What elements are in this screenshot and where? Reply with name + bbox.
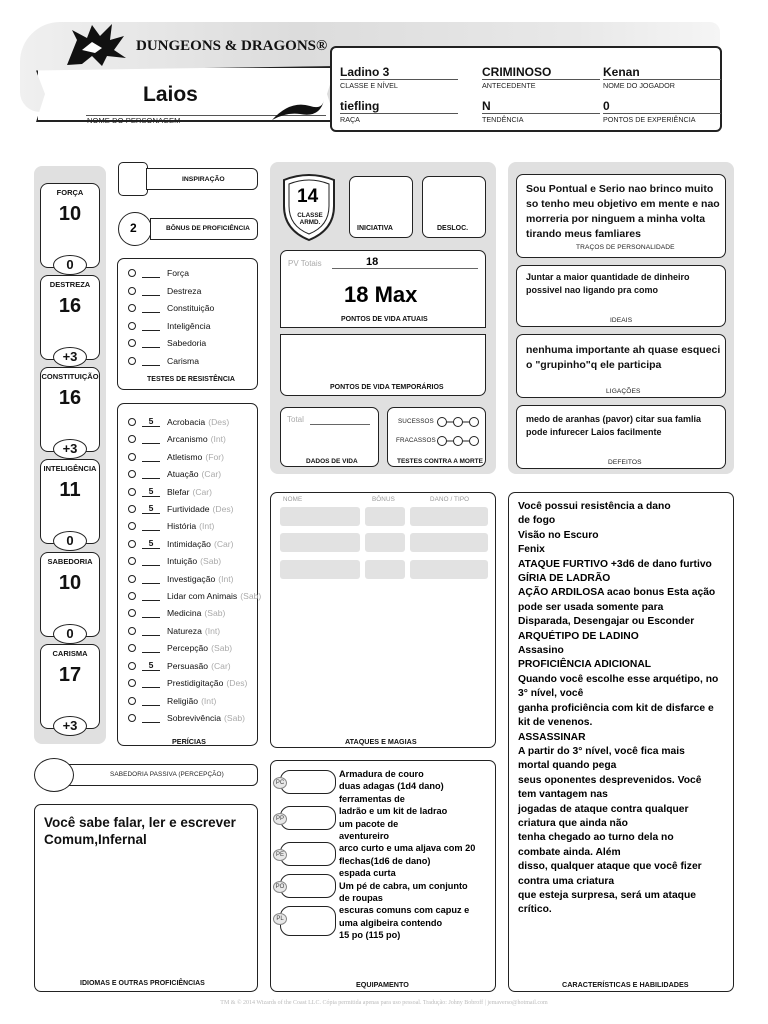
- skill-value: [142, 573, 160, 584]
- ability-intelligence[interactable]: [40, 459, 100, 548]
- languages-text[interactable]: Você sabe falar, ler e escrever Comum,Infernal: [44, 815, 236, 847]
- hp-max-value[interactable]: 18: [366, 256, 379, 268]
- save-value: [142, 337, 160, 348]
- ability-modifier: +3: [53, 347, 87, 367]
- skill-value: 5: [142, 660, 160, 671]
- ability-score: 10: [58, 203, 82, 225]
- attacks-box: [270, 492, 496, 748]
- ability-strength[interactable]: [40, 183, 100, 272]
- save-name: Constituição: [167, 302, 215, 313]
- ability-name: CARISMA: [52, 649, 88, 658]
- skill-attribute: (Des): [212, 503, 234, 514]
- background-label: ANTECEDENTE: [482, 81, 536, 90]
- skill-name: Religião: [167, 695, 199, 706]
- skill-name: Prestidigitação: [167, 677, 224, 688]
- temp-hp-label: PONTOS DE VIDA TEMPORÁRIOS: [330, 384, 444, 391]
- player-name-label: NOME DO JOGADOR: [603, 81, 675, 90]
- ability-score: 16: [58, 295, 82, 317]
- save-value: [142, 302, 160, 313]
- alignment-value: N: [482, 98, 600, 114]
- attack-3-damage[interactable]: [410, 560, 488, 579]
- skill-name: Atuação: [167, 468, 199, 479]
- inspiration-label: INSPIRAÇÃO: [182, 176, 225, 183]
- coin-label: PO: [273, 881, 287, 893]
- flaws-label: DEFEITOS: [608, 459, 642, 466]
- personality-text: Sou Pontual e Serio nao brinco muito so tenho meu objetivo em mente e nao morreria por ninguem a minha volta tirando meus famliares: [526, 183, 720, 240]
- proficiency-dot[interactable]: [128, 435, 136, 443]
- ability-modifier: +3: [53, 716, 87, 736]
- hp-current-value[interactable]: 18 Max: [344, 282, 418, 307]
- skill-value: [142, 677, 160, 688]
- race-field[interactable]: [340, 98, 458, 124]
- xp-field[interactable]: [603, 98, 721, 124]
- hp-max-underline: [332, 268, 478, 269]
- ability-name: CONSTITUIÇÃO: [41, 372, 99, 381]
- ability-score: 17: [58, 664, 82, 686]
- skill-row[interactable]: [128, 588, 261, 603]
- xp-value: 0: [603, 98, 721, 114]
- saving-throws-title: TESTES DE RESISTÊNCIA: [147, 376, 235, 383]
- ideals-label: IDEAIS: [610, 317, 633, 324]
- skill-value: 5: [142, 503, 160, 514]
- coin-platinum[interactable]: [276, 906, 336, 936]
- coin-label: PE: [273, 849, 287, 861]
- inspiration-box[interactable]: [118, 162, 148, 196]
- passive-wisdom-label: SABEDORIA PASSIVA (PERCEPÇÃO): [110, 771, 224, 778]
- player-name-value: Kenan: [603, 64, 721, 80]
- class-level-field[interactable]: [340, 64, 458, 90]
- skill-value: [142, 520, 160, 531]
- proficiency-dot[interactable]: [128, 609, 136, 617]
- ability-name: FORÇA: [56, 188, 84, 197]
- skill-row[interactable]: [128, 571, 234, 586]
- skill-attribute: (Car): [211, 660, 231, 671]
- skill-name: Sobrevivência: [167, 712, 221, 723]
- hp-max-label: PV Totais: [288, 259, 322, 268]
- ability-modifier: +3: [53, 439, 87, 459]
- death-failures-label: FRACASSOS: [396, 437, 436, 444]
- skill-value: [142, 695, 160, 706]
- skill-row[interactable]: [128, 449, 224, 464]
- background-value: CRIMINOSO: [482, 64, 600, 80]
- race-value: tiefling: [340, 98, 458, 114]
- attack-1-bonus[interactable]: [365, 507, 405, 526]
- skill-row[interactable]: [128, 518, 214, 533]
- proficiency-dot[interactable]: [128, 339, 136, 347]
- skill-attribute: (Sab): [240, 590, 262, 601]
- skill-attribute: (For): [205, 451, 224, 462]
- ability-modifier: 0: [53, 531, 87, 551]
- hit-dice-total-underline: [310, 424, 370, 425]
- features-text[interactable]: Você possui resistência a dano de fogo Visão no Escuro Fenix ATAQUE FURTIVO +3d6 de dano furtivo GÍRIA DE LADRÃO AÇÃO ARDILOSA acao bonus Esta ação pode ser usada somente para Disparada, Desengajar ou Esconder ARQUÉTIPO DE LADINO Assasino PROFICIÊNCIA ADICIONAL Quando você escolhe esse arquétipo, no 3° nível, você ganha proficiência com kit de disfarce e kit de venenos. ASSASSINAR A partir do 3° nível, você fica mais mortal quando pega seus oponentes desprevenidos. Você tem vantagem nas jogadas de ataque contra qualquer criatura que ainda não tenha chegado ao turno dela no combate ainda. Além disso, qualquer ataque que você fizer contra uma criatura que esteja surpresa, será um ataque crítico.: [518, 501, 719, 916]
- attack-1-name[interactable]: [280, 507, 360, 526]
- skill-attribute: (Sab): [211, 642, 233, 653]
- skill-name: Natureza: [167, 625, 202, 636]
- skill-row[interactable]: [128, 484, 212, 499]
- skill-name: Percepção: [167, 642, 209, 653]
- proficiency-dot[interactable]: [128, 269, 136, 277]
- proficiency-value: 2: [130, 221, 137, 235]
- attack-2-damage[interactable]: [410, 533, 488, 552]
- save-name: Sabedoria: [167, 337, 207, 348]
- skill-attribute: (Sab): [223, 712, 245, 723]
- skill-value: [142, 468, 160, 479]
- save-row-strength[interactable]: [128, 265, 189, 280]
- skill-value: [142, 590, 160, 601]
- logo-text: DUNGEONS & DRAGONS®: [136, 38, 328, 54]
- coin-silver[interactable]: [275, 806, 336, 830]
- skill-attribute: (Des): [208, 416, 230, 427]
- hp-current-label: PONTOS DE VIDA ATUAIS: [341, 316, 428, 323]
- skill-name: Intuição: [167, 555, 198, 566]
- skill-attribute: (Sab): [204, 607, 226, 618]
- proficiency-dot[interactable]: [128, 679, 136, 687]
- coin-electrum[interactable]: [275, 842, 336, 866]
- proficiency-dot[interactable]: [128, 304, 136, 312]
- skill-attribute: (Int): [218, 573, 234, 584]
- save-row-constitution[interactable]: [128, 300, 214, 315]
- ability-score: 16: [58, 387, 82, 409]
- coin-copper[interactable]: [275, 770, 336, 794]
- skill-name: Furtividade: [167, 503, 210, 514]
- class-level-value: Ladino 3: [340, 64, 458, 80]
- ideals-text: Juntar a maior quantidade de dinheiro possivel nao ligando pra como: [526, 272, 690, 295]
- armor-class-value: 14: [297, 186, 319, 207]
- passive-wisdom-circle[interactable]: [34, 758, 74, 792]
- attacks-col-bonus: BÔNUS: [372, 496, 395, 503]
- proficiency-dot[interactable]: [128, 357, 136, 365]
- equipment-text[interactable]: Armadura de couro duas adagas (1d4 dano) ferramentas de ladrão e um kit de ladrao um pacote de aventureiro arco curto e uma aljava com 20 flechas(1d6 de dano) espada curta Um pé de cabra, um conjunto de roupas escuras comuns com capuz e uma algibeira contendo 15 po (115 po): [339, 769, 476, 941]
- ability-name: SABEDORIA: [47, 557, 93, 566]
- ability-score: 11: [59, 479, 81, 501]
- ability-name: DESTREZA: [49, 280, 91, 289]
- ability-score: 10: [58, 572, 82, 594]
- proficiency-dot[interactable]: [128, 575, 136, 583]
- xp-label: PONTOS DE EXPERIÊNCIA: [603, 115, 696, 124]
- bonds-text: nenhuma importante ah quase esqueci o "grupinho"q ele participa: [526, 344, 721, 371]
- skill-attribute: (Int): [210, 433, 226, 444]
- attack-2-name[interactable]: [280, 533, 360, 552]
- attack-3-name[interactable]: [280, 560, 360, 579]
- alignment-field[interactable]: [482, 98, 600, 124]
- skill-attribute: (Int): [199, 520, 215, 531]
- proficiency-dot[interactable]: [128, 322, 136, 330]
- ability-wisdom[interactable]: [40, 552, 100, 641]
- player-name-field[interactable]: [603, 64, 721, 90]
- proficiency-dot[interactable]: [128, 418, 136, 426]
- save-value: [142, 355, 160, 366]
- skill-row[interactable]: [128, 536, 234, 551]
- class-level-label: CLASSE E NÍVEL: [340, 81, 398, 90]
- skill-attribute: (Sab): [200, 555, 222, 566]
- ability-dexterity[interactable]: [40, 275, 100, 364]
- coin-label: PL: [273, 913, 287, 925]
- skill-value: [142, 712, 160, 723]
- death-saves-label: TESTES CONTRA A MORTE: [397, 458, 483, 465]
- skill-row[interactable]: [128, 605, 225, 620]
- skill-row[interactable]: [128, 431, 226, 446]
- ability-modifier: 0: [53, 255, 87, 275]
- coin-label: PP: [273, 813, 287, 825]
- save-name: Inteligência: [167, 320, 211, 331]
- hit-dice-label: DADOS DE VIDA: [306, 458, 358, 465]
- proficiency-dot[interactable]: [128, 627, 136, 635]
- coin-label: PC: [273, 777, 287, 789]
- ability-constitution[interactable]: [40, 367, 100, 456]
- proficiency-dot[interactable]: [128, 557, 136, 565]
- skill-name: História: [167, 520, 197, 531]
- skill-value: [142, 451, 160, 462]
- skill-row[interactable]: [128, 466, 221, 481]
- attack-1-damage[interactable]: [410, 507, 488, 526]
- attack-3-bonus[interactable]: [365, 560, 405, 579]
- skill-row[interactable]: [128, 501, 234, 516]
- ability-charisma[interactable]: [40, 644, 100, 733]
- character-name[interactable]: Laios: [143, 83, 198, 106]
- alignment-label: TENDÊNCIA: [482, 115, 524, 124]
- save-row-intelligence[interactable]: [128, 318, 210, 333]
- save-name: Carisma: [167, 355, 199, 366]
- skill-name: Persuasão: [167, 660, 209, 671]
- banner-tail-icon: [270, 96, 326, 126]
- death-successes-label: SUCESSOS: [398, 418, 434, 425]
- skill-value: [142, 625, 160, 636]
- proficiency-dot[interactable]: [128, 540, 136, 548]
- skill-attribute: (Int): [201, 695, 217, 706]
- background-field[interactable]: [482, 64, 600, 90]
- personality-label: TRAÇOS DE PERSONALIDADE: [576, 244, 675, 251]
- proficiency-label: BÔNUS DE PROFICIÊNCIA: [166, 225, 250, 232]
- attacks-title: ATAQUES E MAGIAS: [345, 737, 417, 746]
- skill-attribute: (Car): [213, 538, 234, 549]
- skill-attribute: (Int): [204, 625, 221, 636]
- save-row-charisma[interactable]: [128, 353, 199, 368]
- skill-name: Arcanismo: [167, 433, 208, 444]
- save-value: [142, 267, 160, 278]
- skill-row[interactable]: [128, 640, 232, 655]
- attacks-col-damage: DANO / TIPO: [430, 496, 470, 503]
- skill-value: 5: [142, 416, 160, 427]
- save-value: [142, 285, 160, 296]
- save-name: Destreza: [167, 285, 202, 296]
- proficiency-dot[interactable]: [128, 714, 136, 722]
- skill-value: 5: [142, 486, 160, 497]
- proficiency-dot[interactable]: [128, 470, 136, 478]
- attacks-col-name: NOME: [283, 496, 303, 503]
- save-name: Força: [167, 267, 189, 278]
- skill-value: [142, 433, 160, 444]
- proficiency-dot[interactable]: [128, 453, 136, 461]
- save-value: [142, 320, 160, 331]
- death-successes-circles[interactable]: [436, 415, 480, 427]
- skill-value: [142, 607, 160, 618]
- proficiency-dot[interactable]: [128, 592, 136, 600]
- proficiency-dot[interactable]: [128, 662, 136, 670]
- flaws-text: medo de aranhas (pavor) citar sua famlia pode infurecer Laios facilmente: [526, 414, 702, 437]
- skill-row[interactable]: [128, 710, 245, 725]
- skill-row[interactable]: [128, 658, 231, 673]
- dragon-logo-icon: [62, 20, 132, 70]
- skill-row[interactable]: [128, 414, 229, 429]
- race-label: RAÇA: [340, 115, 360, 124]
- death-failures-circles[interactable]: [436, 434, 480, 446]
- save-row-dexterity[interactable]: [128, 283, 201, 298]
- footer-copyright: TM & © 2014 Wizards of the Coast LLC. Cópia permitida apenas para uso pessoal. Tradução: Johny Bobroff | jemaverso@hotmail.com: [220, 1000, 548, 1006]
- save-row-wisdom[interactable]: [128, 335, 206, 350]
- ability-name: INTELIGÊNCIA: [43, 464, 97, 473]
- ability-modifier: 0: [53, 624, 87, 644]
- bonds-label: LIGAÇÕES: [606, 388, 641, 395]
- hit-dice-total-label: Total: [287, 415, 304, 424]
- skill-attribute: (Car): [201, 468, 222, 479]
- skill-value: 5: [142, 538, 160, 549]
- character-name-label: NOME DO PERSONAGEM: [87, 116, 181, 125]
- proficiency-dot[interactable]: [128, 644, 136, 652]
- skill-row[interactable]: [128, 693, 216, 708]
- proficiency-dot[interactable]: [128, 287, 136, 295]
- skill-name: Investigação: [167, 573, 216, 584]
- initiative-label: INICIATIVA: [357, 225, 393, 232]
- proficiency-dot[interactable]: [128, 488, 136, 496]
- skill-name: Lidar com Animais: [167, 590, 238, 601]
- skill-name: Intimidação: [167, 538, 211, 549]
- skill-row[interactable]: [128, 553, 221, 568]
- proficiency-dot[interactable]: [128, 522, 136, 530]
- skill-value: [142, 555, 160, 566]
- speed-label: DESLOC.: [437, 225, 469, 232]
- coin-gold[interactable]: [275, 874, 336, 898]
- skill-name: Acrobacia: [167, 416, 206, 427]
- skill-attribute: (Des): [226, 677, 248, 688]
- skill-name: Blefar: [167, 486, 190, 497]
- skill-value: [142, 642, 160, 653]
- skill-attribute: (Car): [192, 486, 213, 497]
- skill-row[interactable]: [128, 623, 220, 638]
- attack-2-bonus[interactable]: [365, 533, 405, 552]
- proficiency-dot[interactable]: [128, 505, 136, 513]
- features-title: CARACTERÍSTICAS E HABILIDADES: [562, 980, 689, 989]
- skill-row[interactable]: [128, 675, 247, 690]
- skills-title: PERÍCIAS: [172, 737, 206, 746]
- proficiency-dot[interactable]: [128, 697, 136, 705]
- languages-label: IDIOMAS E OUTRAS PROFICIÊNCIAS: [80, 980, 205, 987]
- armor-class-label: CLASSE ARMD.: [297, 212, 323, 226]
- skill-name: Medicina: [167, 607, 202, 618]
- equipment-title: EQUIPAMENTO: [356, 980, 409, 989]
- skill-name: Atletismo: [167, 451, 203, 462]
